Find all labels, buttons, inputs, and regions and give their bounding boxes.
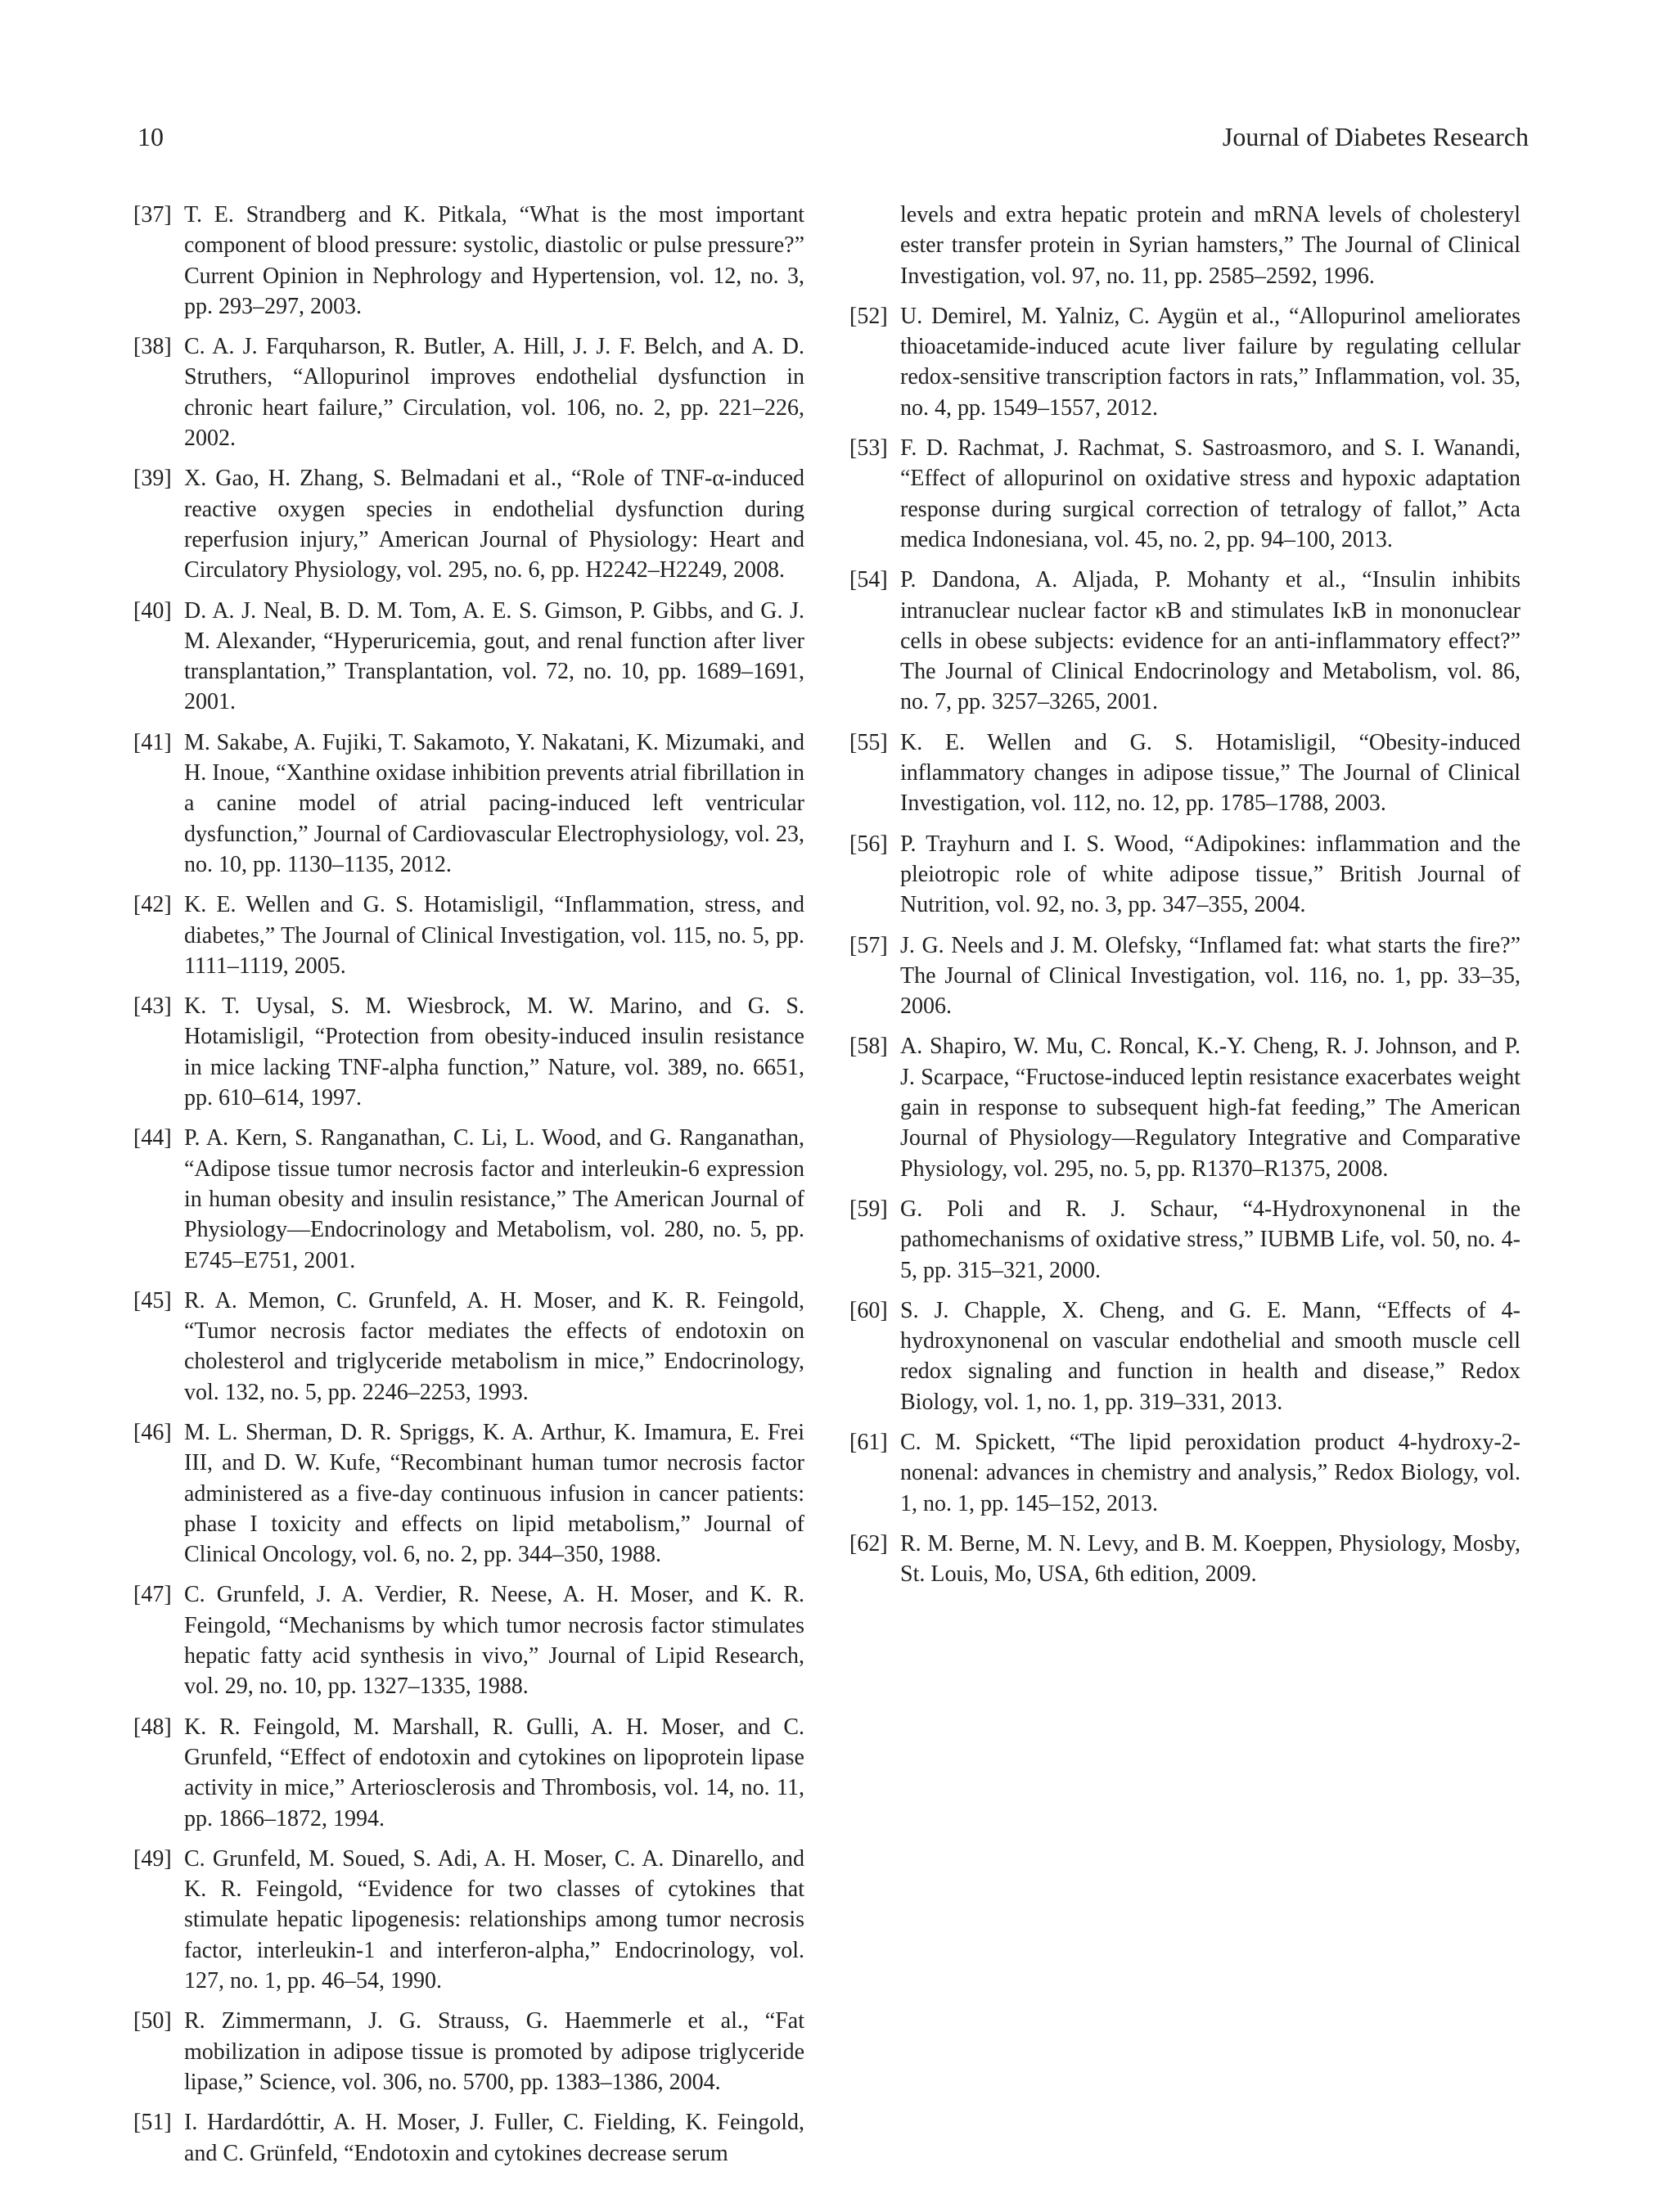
reference-item [133,728,804,880]
reference-number: [61] [849,1429,888,1455]
reference-text: J. G. Neels and J. M. Olefsky, “Inflamed fat: what starts the fire?” The Journal of Clinical Investigation, vol. 116, no. 1, pp. 33–35, 2006. [900,932,1521,1020]
reference-item [133,1579,804,1701]
reference-item [133,2006,804,2097]
reference-number: [41] [133,729,172,755]
reference-text: A. Shapiro, W. Mu, C. Roncal, K.-Y. Cheng, R. J. Johnson, and P. J. Scarpace, “Fructose-induced leptin resistance exacerbates weight gain in response to subsequent high-fat feeding,” The American Journal of Physiology—Regulatory Integrative and Comparative Physiology, vol. 295, no. 5, pp. R1370–R1375, 2008. [900,1034,1521,1182]
reference-number: [57] [849,932,888,958]
reference-text: K. T. Uysal, S. M. Wiesbrock, M. W. Marino, and G. S. Hotamisligil, “Protection from obesity-induced insulin resistance in mice lacking TNF-alpha function,” Nature, vol. 389, no. 6651, pp. 610–614, 1997. [184,993,804,1111]
reference-text: G. Poli and R. J. Schaur, “4-Hydroxynonenal in the pathomechanisms of oxidative stress,” IUBMB Life, vol. 50, no. 4-5, pp. 315–321, 2000. [900,1196,1521,1283]
reference-text: P. A. Kern, S. Ranganathan, C. Li, L. Wood, and G. Ranganathan, “Adipose tissue tumor necrosis factor and interleukin-6 expression in human obesity and insulin resistance,” The American Journal of Physiology—Endocrinology and Metabolism, vol. 280, no. 5, pp. E745–E751, 2001. [184,1125,804,1273]
reference-item [849,829,1521,921]
reference-number: [59] [849,1196,888,1222]
reference-item [133,1123,804,1275]
reference-number: [52] [849,303,888,329]
reference-number: [39] [133,466,172,492]
reference-text: R. Zimmermann, J. G. Strauss, G. Haemmerle et al., “Fat mobilization in adipose tissue is promoted by adipose triglyceride lipase,” Science, vol. 306, no. 5700, pp. 1383–1386, 2004. [184,2008,804,2095]
reference-text: U. Demirel, M. Yalniz, C. Aygün et al., “Allopurinol ameliorates thioacetamide-induced acute liver failure by regulating cellular redox-sensitive transcription factors in rats,” Inflammation, vol. 35, no. 4, pp. 1549–1557, 2012. [900,303,1521,421]
reference-text: I. Hardardóttir, A. H. Moser, J. Fuller, C. Fielding, K. Feingold, and C. Grünfeld, “Endotoxin and cytokines decrease serum [184,2110,804,2166]
reference-number: [58] [849,1034,888,1060]
references-right-column [849,200,1521,1599]
reference-item [849,565,1521,717]
reference-continuation [849,200,1521,291]
reference-item [133,991,804,1113]
reference-text: D. A. J. Neal, B. D. M. Tom, A. E. S. Gimson, P. Gibbs, and G. J. M. Alexander, “Hyperuricemia, gout, and renal function after liver transplantation,” Transplantation, vol. 72, no. 10, pp. 1689–1691, 2001. [184,597,804,715]
reference-text: P. Dandona, A. Aljada, P. Mohanty et al., “Insulin inhibits intranuclear nuclear factor κB and stimulates IκB in mononuclear cells in obese subjects: evidence for an anti-inflammatory effect?” The Journal of Clinical Endocrinology and Metabolism, vol. 86, no. 7, pp. 3257–3265, 2001. [900,567,1521,715]
reference-item [133,2107,804,2169]
reference-text: C. M. Spickett, “The lipid peroxidation product 4-hydroxy-2-nonenal: advances in chemistry and analysis,” Redox Biology, vol. 1, no. 1, pp. 145–152, 2013. [900,1429,1521,1516]
reference-text: C. Grunfeld, J. A. Verdier, R. Neese, A. H. Moser, and K. R. Feingold, “Mechanisms by which tumor necrosis factor stimulates hepatic fatty acid synthesis in vivo,” Journal of Lipid Research, vol. 29, no. 10, pp. 1327–1335, 1988. [184,1582,804,1700]
reference-text: R. A. Memon, C. Grunfeld, A. H. Moser, and K. R. Feingold, “Tumor necrosis factor mediates the effects of endotoxin on cholesterol and triglyceride metabolism in mice,” Endocrinology, vol. 132, no. 5, pp. 2246–2253, 1993. [184,1287,804,1405]
reference-text: S. J. Chapple, X. Cheng, and G. E. Mann, “Effects of 4-hydroxynonenal on vascular endothelial and smooth muscle cell redox signaling and function in health and disease,” Redox Biology, vol. 1, no. 1, pp. 319–331, 2013. [900,1297,1521,1415]
reference-item [849,1529,1521,1590]
reference-number: [45] [133,1287,172,1313]
reference-number: [50] [133,2008,172,2034]
reference-item [133,1712,804,1834]
reference-item [133,1417,804,1570]
reference-item [133,463,804,585]
reference-text: M. L. Sherman, D. R. Spriggs, K. A. Arthur, K. Imamura, E. Frei III, and D. W. Kufe, “Recombinant human tumor necrosis factor administered as a five-day continuous infusion in cancer patients: phase I toxicity and effects on lipid metabolism,” Journal of Clinical Oncology, vol. 6, no. 2, pp. 344–350, 1988. [184,1419,804,1568]
reference-text: K. E. Wellen and G. S. Hotamisligil, “Obesity-induced inflammatory changes in adipose tissue,” The Journal of Clinical Investigation, vol. 112, no. 12, pp. 1785–1788, 2003. [900,729,1521,817]
reference-item [133,890,804,981]
page-header [137,116,1529,157]
reference-number: [47] [133,1582,172,1608]
reference-number: [60] [849,1297,888,1323]
reference-number: [48] [133,1714,172,1740]
reference-number: [51] [133,2110,172,2136]
reference-number: [55] [849,729,888,755]
reference-item [849,433,1521,555]
reference-number: [46] [133,1419,172,1445]
reference-item [133,596,804,718]
reference-item [849,1427,1521,1519]
reference-text: M. Sakabe, A. Fujiki, T. Sakamoto, Y. Nakatani, K. Mizumaki, and H. Inoue, “Xanthine oxidase inhibition prevents atrial fibrillation in a canine model of atrial pacing-induced left ventricular dysfunction,” Journal of Cardiovascular Electrophysiology, vol. 23, no. 10, pp. 1130–1135, 2012. [184,729,804,877]
reference-item [849,930,1521,1022]
reference-number: [42] [133,892,172,918]
reference-number: [40] [133,597,172,624]
reference-text: C. A. J. Farquharson, R. Butler, A. Hill, J. J. F. Belch, and A. D. Struthers, “Allopurinol improves endothelial dysfunction in chronic heart failure,” Circulation, vol. 106, no. 2, pp. 221–226, 2002. [184,334,804,452]
reference-text: K. R. Feingold, M. Marshall, R. Gulli, A. H. Moser, and C. Grunfeld, “Effect of endotoxin and cytokines on lipoprotein lipase activity in mice,” Arteriosclerosis and Thrombosis, vol. 14, no. 11, pp. 1866–1872, 1994. [184,1714,804,1831]
page-number: 10 [137,122,164,151]
reference-number: [44] [133,1125,172,1151]
reference-text: K. E. Wellen and G. S. Hotamisligil, “Inflammation, stress, and diabetes,” The Journal of Clinical Investigation, vol. 115, no. 5, pp. 1111–1119, 2005. [184,892,804,979]
reference-item [849,1194,1521,1286]
reference-text: P. Trayhurn and I. S. Wood, “Adipokines: inflammation and the pleiotropic role of white adipose tissue,” British Journal of Nutrition, vol. 92, no. 3, pp. 347–355, 2004. [900,831,1521,918]
reference-number: [56] [849,831,888,857]
reference-text: C. Grunfeld, M. Soued, S. Adi, A. H. Moser, C. A. Dinarello, and K. R. Feingold, “Evidence for two classes of cytokines that stimulate hepatic lipogenesis: relationships among tumor necrosis factor, interleukin-1 and interferon-alpha,” Endocrinology, vol. 127, no. 1, pp. 46–54, 1990. [184,1845,804,1994]
reference-number: [43] [133,993,172,1020]
reference-item [849,1031,1521,1183]
reference-text: levels and extra hepatic protein and mRNA levels of cholesteryl ester transfer protein in Syrian hamsters,” The Journal of Clinical Investigation, vol. 97, no. 11, pp. 2585–2592, 1996. [900,202,1521,289]
reference-number: [54] [849,567,888,593]
reference-number: [53] [849,435,888,462]
reference-text: R. M. Berne, M. N. Levy, and B. M. Koeppen, Physiology, Mosby, St. Louis, Mo, USA, 6th edition, 2009. [900,1530,1521,1588]
reference-number: [49] [133,1845,172,1872]
reference-text: F. D. Rachmat, J. Rachmat, S. Sastroasmoro, and S. I. Wanandi, “Effect of allopurinol on oxidative stress and hypoxic adaptation response during surgical correction of tetralogy of fallot,” Acta medica Indonesiana, vol. 45, no. 2, pp. 94–100, 2013. [900,435,1521,552]
reference-text: T. E. Strandberg and K. Pitkala, “What is the most important component of blood pressure: systolic, diastolic or pulse pressure?” Current Opinion in Nephrology and Hypertension, vol. 12, no. 3, pp. 293–297, 2003. [184,202,804,319]
reference-item [133,200,804,322]
reference-item [849,301,1521,423]
reference-number: [62] [849,1530,888,1557]
journal-name: Journal of Diabetes Research [1222,122,1529,151]
reference-item [133,1844,804,1996]
reference-item [849,728,1521,819]
reference-number: [37] [133,202,172,228]
reference-text: X. Gao, H. Zhang, S. Belmadani et al., “Role of TNF-α-induced reactive oxygen species in endothelial dysfunction during reperfusion injury,” American Journal of Physiology: Heart and Circulatory Physiology, vol. 295, no. 6, pp. H2242–H2249, 2008. [184,466,804,583]
reference-number: [38] [133,334,172,360]
reference-item [849,1295,1521,1417]
references-left-column [133,200,804,2178]
reference-item [133,331,804,453]
reference-item [133,1286,804,1408]
